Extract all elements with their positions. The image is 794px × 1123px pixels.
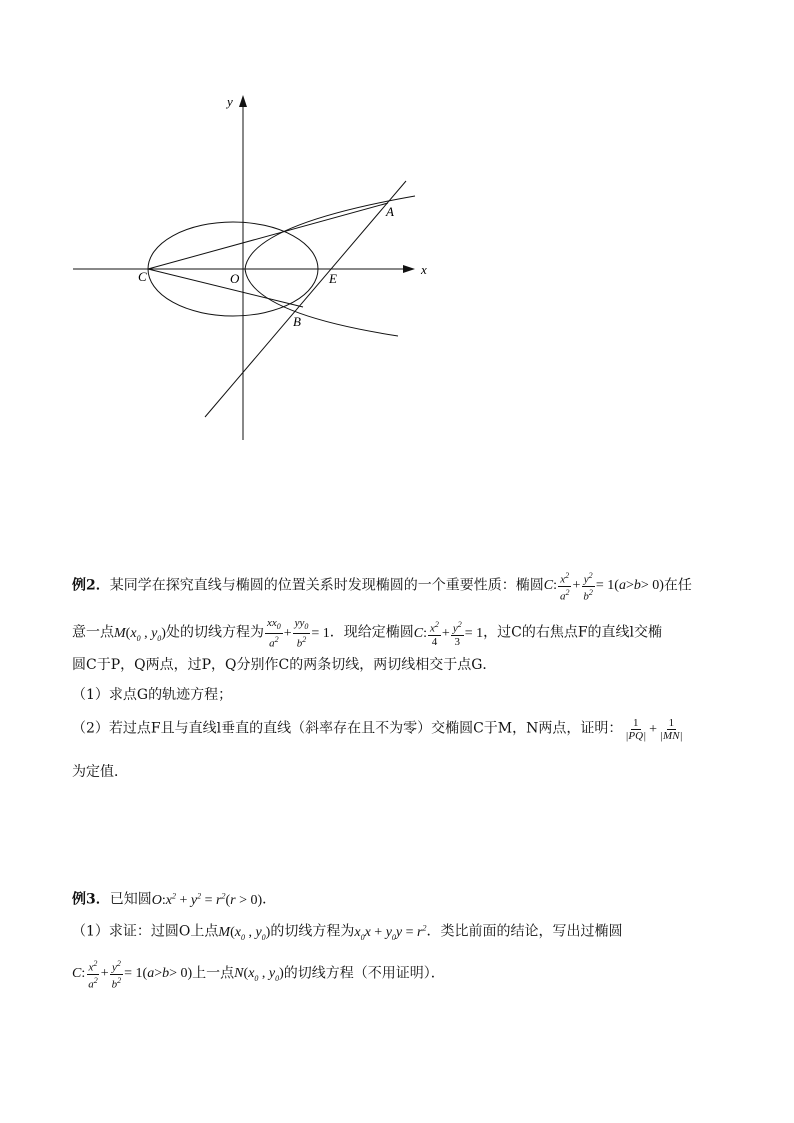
example3-point-M: $M(x_0$ , $y_0$) (218, 924, 271, 942)
label-B: B (293, 314, 301, 329)
example3-q1-line1 (72, 918, 722, 947)
example3-circle-eq: $O:x^2 + y^2 = r^2(r > 0)$ (151, 891, 263, 908)
example3-q1-text-a: （1）求证：过圆O上点 (72, 923, 219, 940)
example3-point-N: $N(x_0$ , $y_0$) (234, 966, 284, 984)
example3-line1 (72, 886, 722, 911)
example2-q2-text: （2）若过点F且与直线l垂直的直线（斜率存在且不为零）交椭圆C于M，N两点，证明： (72, 720, 623, 737)
x-axis-arrow (403, 265, 415, 273)
example3-text1: 已知圆 (109, 891, 152, 908)
example2-given-ellipse: C: $\frac{x^2}{4}$ + $\frac{y^2}{3}$ = 1 (413, 620, 484, 648)
label-A: A (386, 204, 394, 219)
example2-tangent-eq: $\frac{xx_0}{a^2}$ + $\frac{yy_0}{b^2}$ = 1 (266, 617, 330, 650)
example3-q1-text-e: 的切线方程（不用证明）． (283, 965, 445, 982)
example2-text2b: 处的切线方程为 (165, 624, 264, 641)
example2-q1: （1）求点G的轨迹方程； (72, 687, 233, 703)
example3-tail1: ． (262, 891, 277, 908)
label-y: y (227, 94, 233, 109)
example3-q1-text-d: 上一点 (192, 965, 235, 982)
example2-line1 (72, 570, 722, 602)
label-E: E (329, 271, 337, 286)
example2-tail1: 在任 (663, 577, 692, 594)
example3-q1-line2 (72, 958, 722, 990)
example2-q2-tail: 为定值． (72, 764, 128, 780)
example3-q1-text-c: ．类比前面的结论，写出过椭圆 (426, 923, 623, 940)
example2-ellipse-eq: C: $\frac{x^2}{a^2}$ + $\frac{y^2}{b^2}$ = 1(a>b> 0) (543, 571, 664, 603)
example2-text2a: 意一点 (72, 624, 114, 641)
y-axis-arrow (239, 95, 247, 107)
example2-point-M: $M(x_0$ , $y_0$) (114, 625, 166, 643)
example2-line2 (72, 617, 722, 650)
example3-ellipse-eq: C: $\frac{x^2}{a^2}$ + $\frac{y^2}{b^2}$ = 1(a>b> 0) (72, 959, 193, 991)
example2-line3: 圆C于P，Q两点，过P，Q分别作C的两条切线，两切线相交于点G． (72, 657, 497, 673)
example3-q1-text-b: 的切线方程为 (270, 923, 355, 940)
line-CA (148, 203, 388, 269)
example2-heading: 例2． (72, 577, 110, 594)
line-AB (205, 181, 406, 417)
example2-q2 (72, 717, 722, 742)
label-C: C (138, 269, 147, 284)
geometry-figure (60, 85, 440, 450)
example2-text1: 某同学在探究直线与椭圆的位置关系时发现椭圆的一个重要性质：椭圆 (109, 577, 544, 594)
label-x: x (421, 262, 427, 277)
example2-q2-expr: $\frac{1}{|PQ|}$ + $\frac{1}{|MN|}$ (625, 717, 683, 742)
example3-tangent-eq: $x_0x + y_0y = r^2$ (354, 923, 427, 942)
example2-text2d: ，过C的右焦点F的直线l交椭 (483, 624, 663, 641)
label-O: O (230, 271, 240, 286)
example2-text2c: ．现给定椭圆 (329, 624, 414, 641)
example3-heading: 例3． (72, 891, 110, 908)
